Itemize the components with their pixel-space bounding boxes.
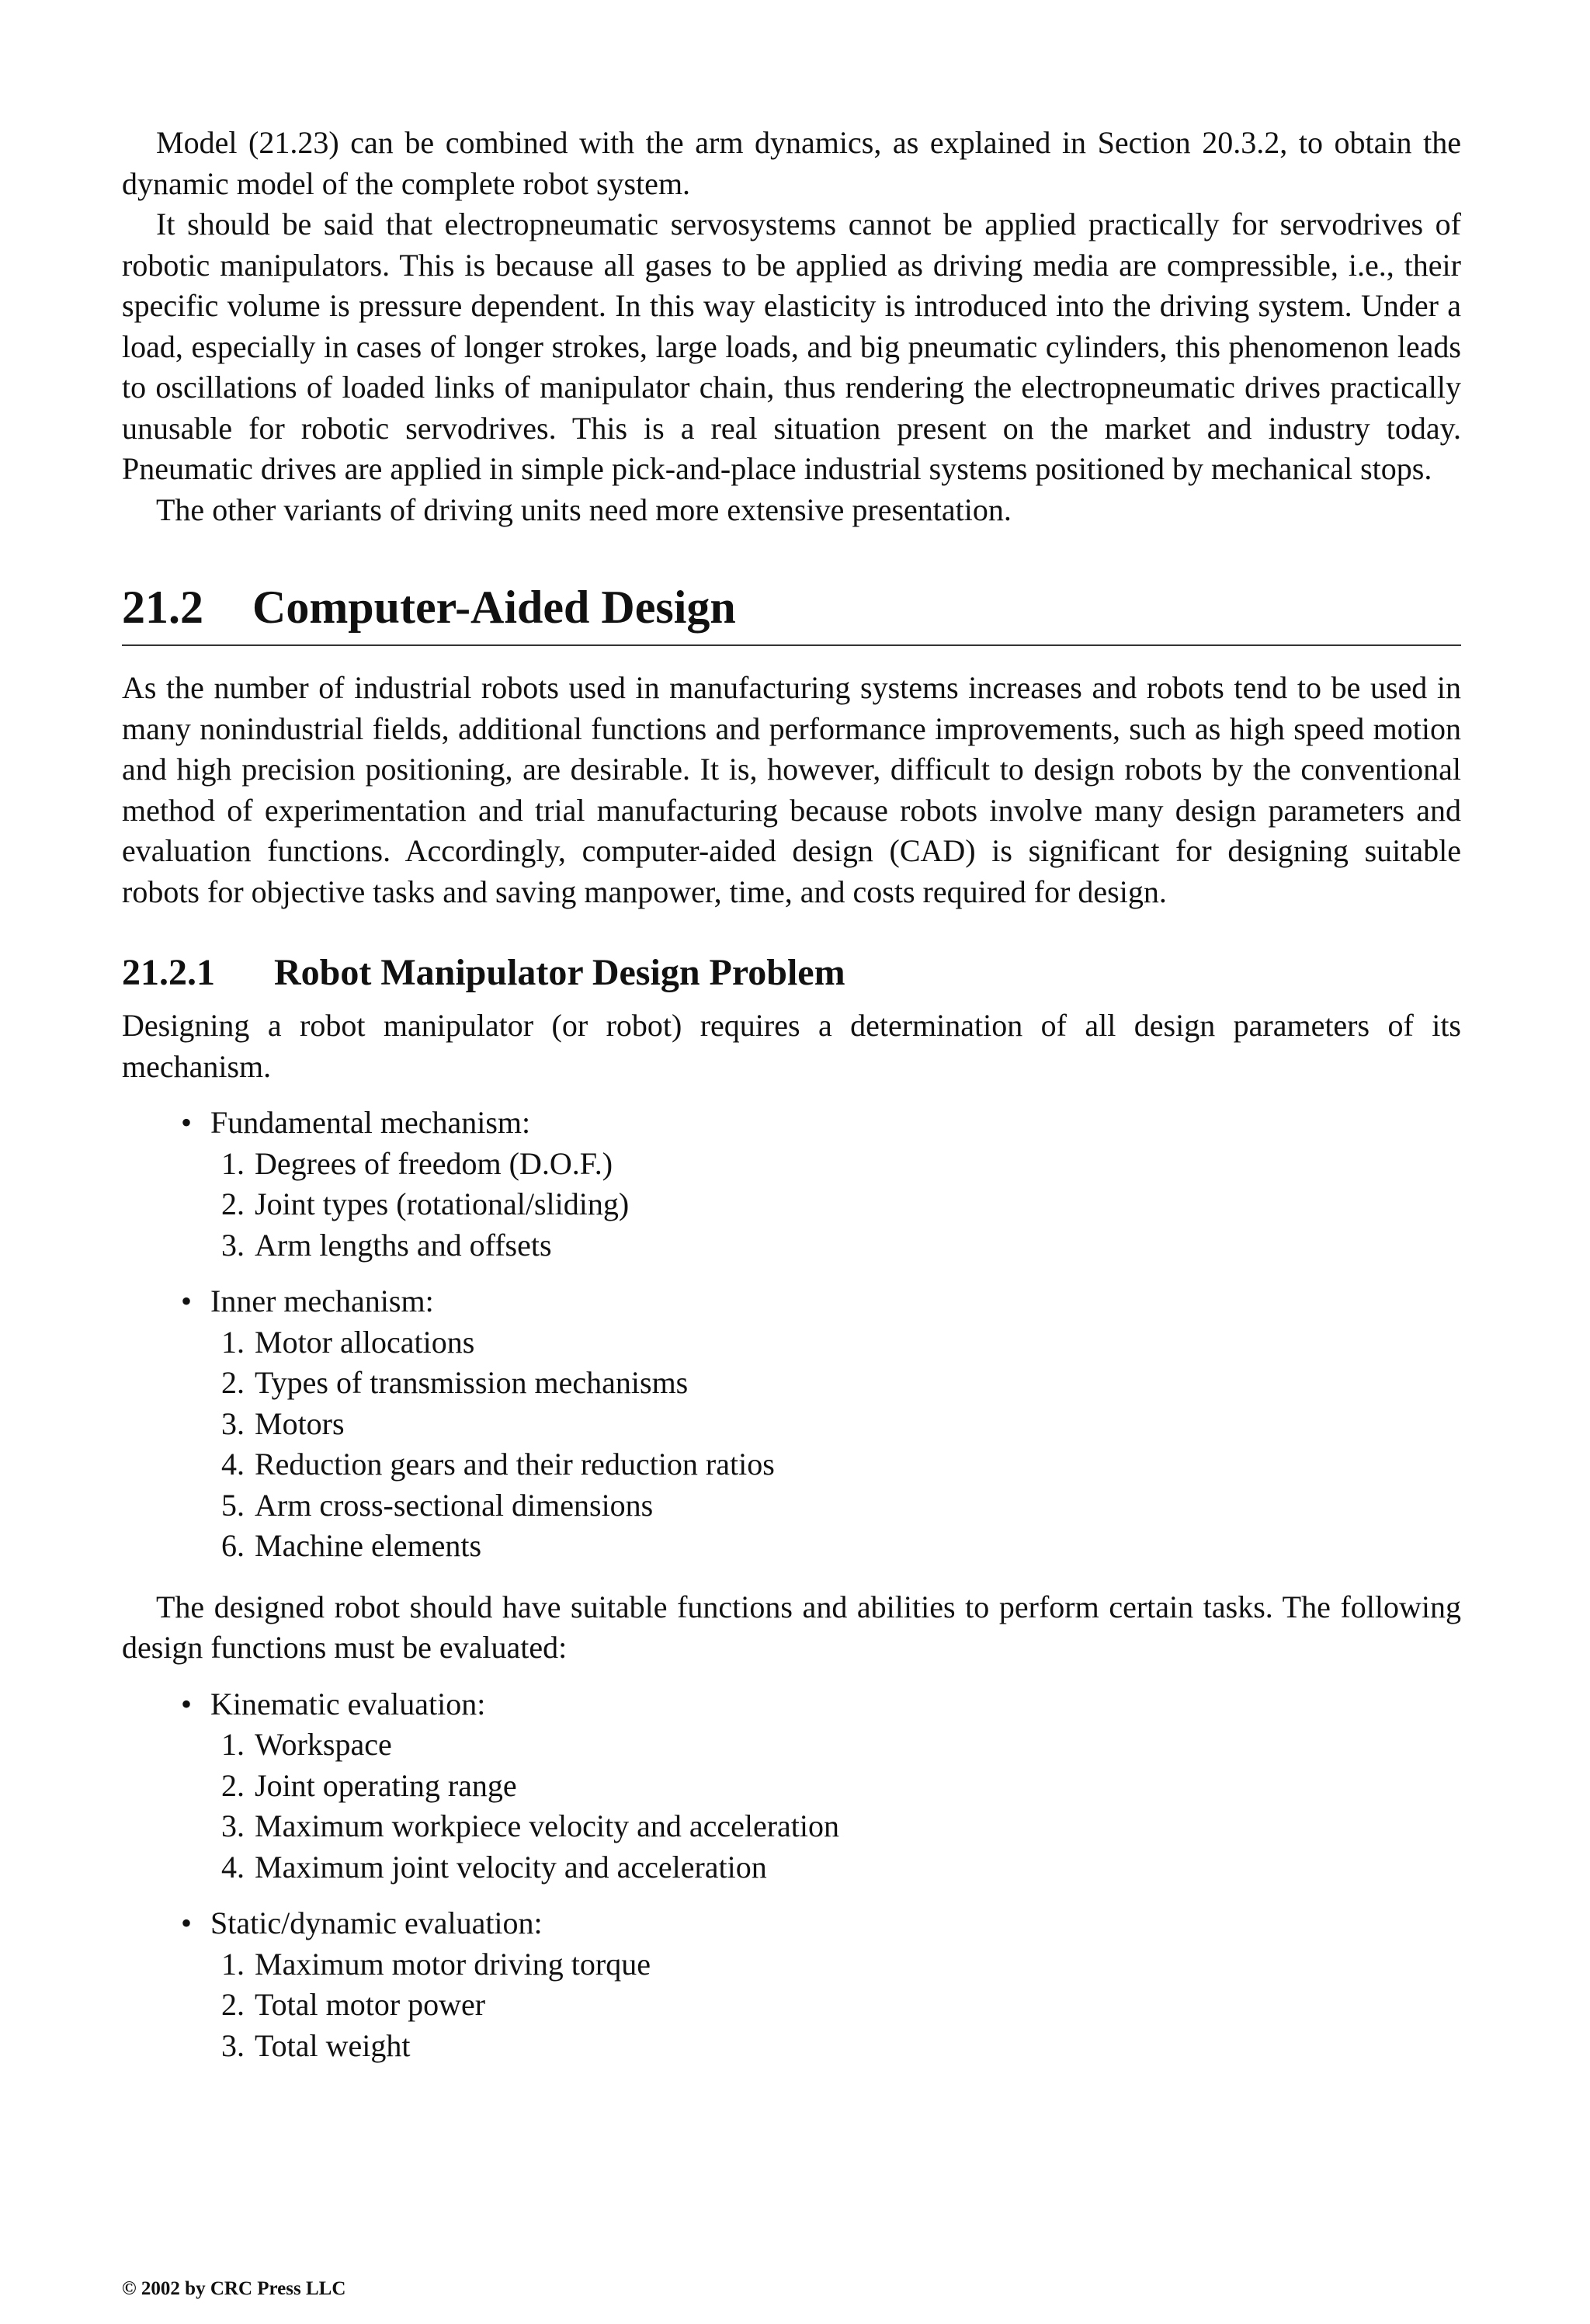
group-label: Static/dynamic evaluation: [210,1905,543,1940]
copyright-footer: © 2002 by CRC Press LLC [122,2278,346,2299]
list-item: 6. Machine elements [221,1528,482,1563]
paragraph-cad-intro: As the number of industrial robots used in manufacturing systems increases and robots tend to be used in many nonindustrial fields, additional functions and performance improvements, such as high speed motion and high precision positioning, are desirable. It is, however, difficult to design robots by the conventional method of experimentation and trial manufacturing because robots involve many design parameters and evaluation functions. Accordingly, computer-aided design (CAD) is significant for designing suitable robots for objective tasks and saving manpower, time, and costs required for design. [122,670,1461,909]
list-group-inner [122,1281,1461,1322]
bullet-icon: • [181,1284,193,1318]
static-dynamic-items [122,1944,1461,2067]
paragraph-electropneumatic: It should be said that electropneumatic servosystems cannot be applied practically for servodrives of robotic manipulators. This is because all gases to be applied as driving media are compressible, i.e., their specific volume is pressure dependent. In this way elasticity is introduced into the driving system. Under a load, especially in cases of longer strokes, large loads, and big pneumatic cylinders, this phenomenon leads to oscillations of loaded links of manipulator chain, thus rendering the electropneumatic drives practically unusable for robotic servodrives. This is a real situation present on the market and industry today. Pneumatic drives are applied in simple pick-and-place industrial systems positioned by mechanical stops. [122,207,1461,486]
paragraph-other-variants: The other variants of driving units need more extensive presentation. [156,492,1012,527]
list-item: 3. Motors [221,1405,345,1441]
parameter-list [122,1103,1461,1144]
section-title: Computer-Aided Design [252,582,736,633]
paragraph-design-functions: The designed robot should have suitable functions and abilities to perform certain tasks. The following design functions must be evaluated: [122,1589,1461,1665]
section-heading [122,579,1461,646]
list-item: 1. Workspace [221,1727,392,1762]
document-page [122,123,1461,2066]
fundamental-items [122,1144,1461,1266]
bullet-icon: • [181,1105,193,1140]
inner-items [122,1322,1461,1567]
group-label: Kinematic evaluation: [210,1686,486,1721]
list-group-static-dynamic [122,1903,1461,1944]
kinematic-items [122,1725,1461,1888]
section-number: 21.2 [122,582,203,633]
subsection-number: 21.2.1 [122,952,215,993]
paragraph-model-combined: Model (21.23) can be combined with the arm dynamics, as explained in Section 20.3.2, to obtain the dynamic model of the complete robot system. [122,125,1461,201]
parameter-list-2 [122,1281,1461,1322]
evaluation-list-2 [122,1903,1461,1944]
list-group-fundamental [122,1103,1461,1144]
list-item: 3. Maximum workpiece velocity and acceleration [221,1808,840,1843]
list-item: 4. Reduction gears and their reduction ratios [221,1447,775,1482]
paragraph-design-parameters: Designing a robot manipulator (or robot) requires a determination of all design parameters of its mechanism. [122,1008,1461,1084]
list-item: 2. Joint operating range [221,1767,517,1803]
list-item: 3. Total weight [221,2027,411,2063]
list-item: 1. Maximum motor driving torque [221,1946,651,1982]
list-item: 2. Joint types (rotational/sliding) [221,1186,630,1221]
list-item: 1. Degrees of freedom (D.O.F.) [221,1145,613,1181]
subsection-title: Robot Manipulator Design Problem [274,952,845,993]
group-label: Fundamental mechanism: [210,1105,531,1140]
list-item: 5. Arm cross-sectional dimensions [221,1487,654,1523]
list-item: 2. Types of transmission mechanisms [221,1365,689,1400]
list-item: 2. Total motor power [221,1987,486,2022]
list-item: 4. Maximum joint velocity and acceleration [221,1849,767,1885]
group-label: Inner mechanism: [210,1284,434,1318]
subsection-heading [122,950,1461,996]
evaluation-list [122,1684,1461,1725]
bullet-icon: • [181,1686,193,1721]
list-item: 3. Arm lengths and offsets [221,1227,552,1263]
list-item: 1. Motor allocations [221,1324,475,1360]
list-group-kinematic [122,1684,1461,1725]
bullet-icon: • [181,1905,193,1940]
